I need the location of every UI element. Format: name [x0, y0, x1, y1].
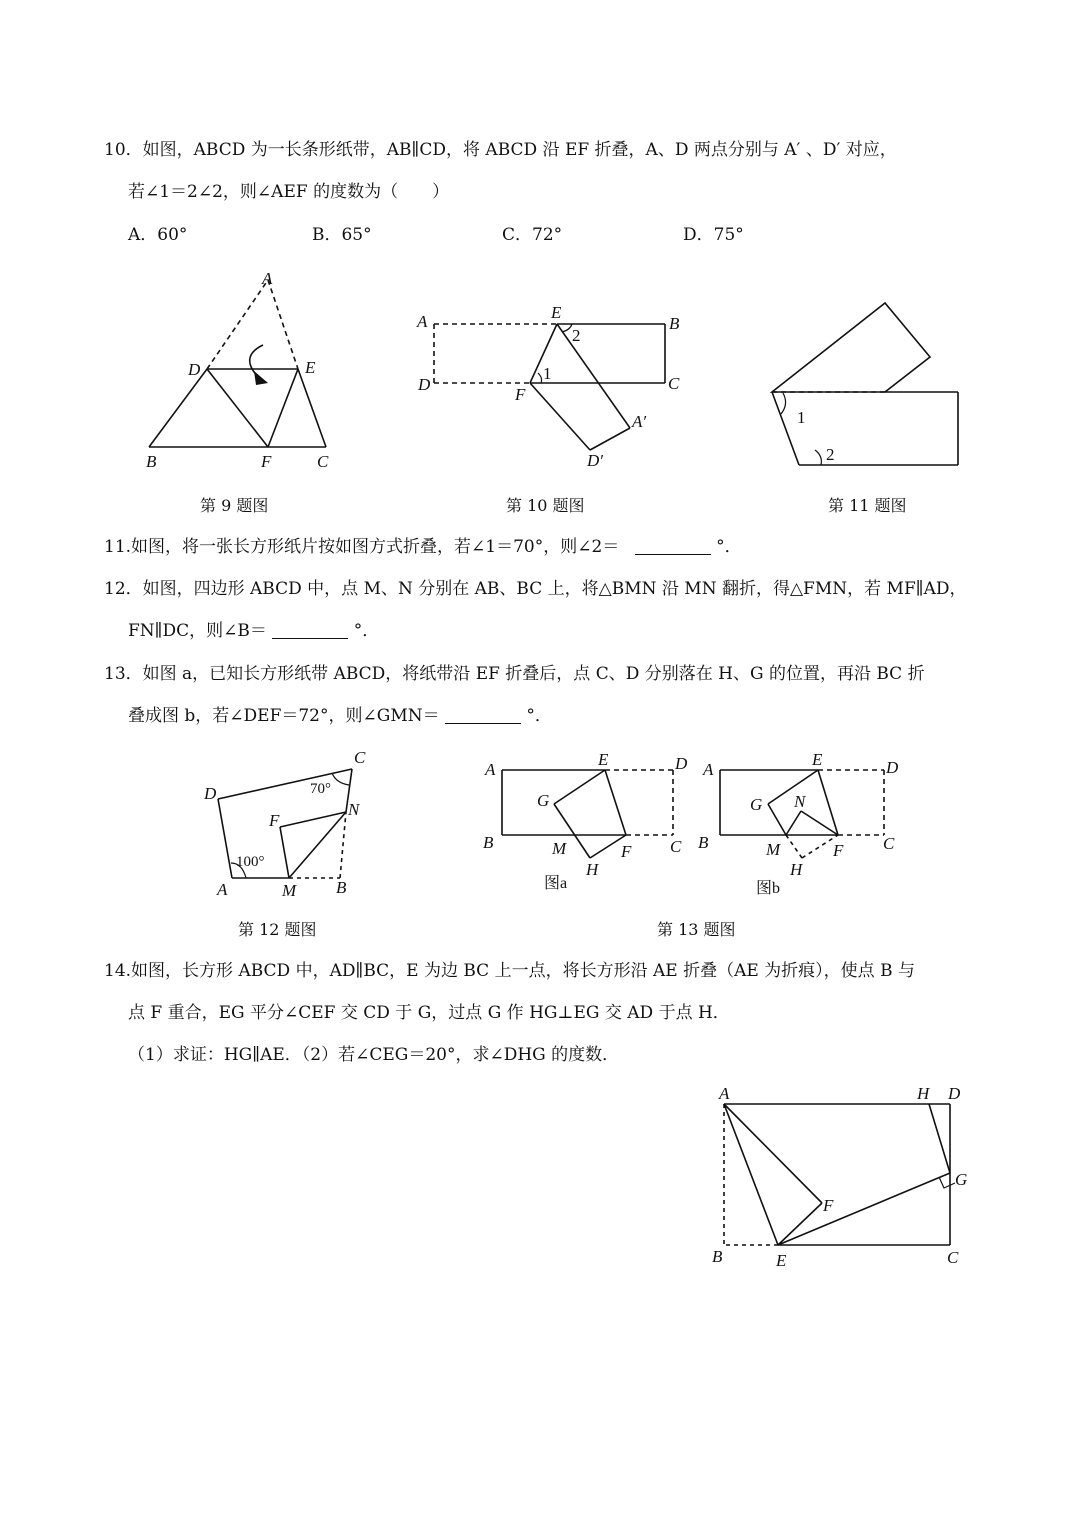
q11-answer-blank[interactable] — [635, 536, 711, 555]
figure-9 — [140, 265, 340, 475]
q10-line2: 若∠1＝2∠2，则∠AEF 的度数为（ ） — [128, 182, 450, 202]
fig12-label-n: N — [348, 800, 360, 819]
fig13a-label-c: C — [670, 837, 682, 856]
fig10-label-a: A — [417, 312, 428, 331]
fig14-label-h: H — [917, 1084, 930, 1103]
fig11-angle-2: 2 — [826, 445, 835, 464]
fig14-label-a: A — [719, 1084, 730, 1103]
fig14-label-f: F — [823, 1196, 834, 1215]
fig13a-label-b: B — [483, 833, 494, 852]
q13-line2-tail: °． — [526, 706, 552, 726]
q12-line1: 12．如图，四边形 ABCD 中，点 M、N 分别在 AB、BC 上，将△BMN 沿 MN 翻折，得△FMN，若 MF∥AD， — [104, 579, 967, 599]
fig13b-label-c: C — [883, 834, 895, 853]
q12-line2-text: FN∥DC，则∠B＝ — [128, 621, 267, 641]
figure-11 — [765, 298, 965, 473]
fig10-label-d-prime: D′ — [587, 451, 603, 470]
fig10-label-a-prime: A′ — [632, 412, 647, 431]
fig9-label-f: F — [261, 452, 272, 471]
fig10-label-b: B — [669, 314, 680, 333]
fig9-label-c: C — [317, 452, 329, 471]
fig13-caption: 第 13 题图 — [657, 920, 736, 939]
fig13b-label-g: G — [750, 795, 763, 814]
q13-line1: 13．如图 a，已知长方形纸带 ABCD，将纸带沿 EF 折叠后，点 C、D 分别落在 H、G 的位置，再沿 BC 折 — [104, 664, 925, 684]
fig13b-label-m: M — [766, 840, 781, 859]
fig13a-label-f: F — [621, 842, 632, 861]
fig13b-label-e: E — [812, 750, 823, 769]
fig12-label-d: D — [204, 784, 217, 803]
fig12-label-m: M — [282, 881, 297, 900]
fig9-caption: 第 9 题图 — [200, 496, 269, 515]
q10-option-d: D．75° — [683, 225, 744, 245]
fig13a-label-g: G — [537, 791, 550, 810]
q14-line3: （1）求证：HG∥AE．（2）若∠CEG＝20°，求∠DHG 的度数． — [128, 1045, 620, 1065]
fig12-label-b: B — [336, 878, 347, 897]
figure-13a — [480, 745, 700, 895]
fig13a-label-d: D — [675, 754, 688, 773]
fig10-label-c: C — [668, 374, 680, 393]
fig10-label-d: D — [418, 375, 431, 394]
q10-option-c: C．72° — [502, 225, 563, 245]
q10-option-b: B．65° — [312, 225, 372, 245]
fig14-label-d: D — [948, 1084, 961, 1103]
fig9-label-b: B — [146, 452, 157, 471]
q11-tail: °． — [716, 537, 742, 557]
figure-14 — [700, 1075, 980, 1275]
fig13b-label-b: B — [698, 833, 709, 852]
q12-line2-tail: °． — [353, 621, 380, 641]
fig13a-label-e: E — [598, 750, 609, 769]
fig13a-name: 图a — [544, 875, 568, 892]
fig13b-label-n: N — [794, 792, 806, 811]
fig14-label-e: E — [776, 1251, 787, 1270]
q11-text: 11.如图，将一张长方形纸片按如图方式折叠，若∠1＝70°，则∠2＝ — [104, 537, 620, 557]
fig13a-label-m: M — [552, 839, 567, 858]
fig13a-label-a: A — [485, 760, 496, 779]
fig14-label-b: B — [712, 1247, 723, 1266]
fig14-label-c: C — [947, 1248, 959, 1267]
q10-option-a: A．60° — [128, 225, 188, 245]
q12-line2 — [128, 619, 379, 643]
fig12-caption: 第 12 题图 — [238, 920, 317, 939]
q14-line2: 点 F 重合，EG 平分∠CEF 交 CD 于 G，过点 G 作 HG⊥EG 交 AD 于点 H． — [128, 1003, 730, 1023]
fig10-label-f: F — [515, 385, 526, 404]
fig9-label-e: E — [305, 358, 316, 377]
q10-line1: 10．如图，ABCD 为一长条形纸带，AB∥CD，将 ABCD 沿 EF 折叠，A、D 两点分别与 A′ 、D′ 对应， — [104, 140, 897, 160]
fig13b-label-f: F — [833, 841, 844, 860]
fig10-caption: 第 10 题图 — [506, 496, 585, 515]
fig12-angle-70: 70° — [310, 781, 331, 797]
fig13b-label-a: A — [703, 760, 714, 779]
fig11-angle-1: 1 — [797, 408, 806, 427]
figure-10 — [412, 300, 692, 470]
q12-answer-blank[interactable] — [272, 620, 348, 639]
fig13b-label-h: H — [790, 860, 803, 879]
fig12-label-a: A — [217, 880, 228, 899]
q13-line2-text: 叠成图 b，若∠DEF＝72°，则∠GMN＝ — [128, 706, 440, 726]
q13-line2 — [128, 704, 552, 728]
fig14-label-g: G — [955, 1170, 968, 1189]
fig10-label-e: E — [551, 303, 562, 322]
fig13b-label-d: D — [886, 758, 899, 777]
q13-answer-blank[interactable] — [445, 705, 521, 724]
fig10-angle-1: 1 — [543, 364, 552, 383]
q14-line1: 14.如图，长方形 ABCD 中，AD∥BC，E 为边 BC 上一点，将长方形沿 AE 折叠（AE 为折痕），使点 B 与 — [104, 961, 915, 981]
figure-12 — [200, 745, 380, 905]
fig10-angle-2: 2 — [572, 326, 581, 345]
q11-line — [104, 535, 742, 559]
fig12-angle-100: 100° — [236, 854, 265, 870]
fig9-label-d: D — [188, 360, 201, 379]
fig13a-label-h: H — [586, 860, 599, 879]
figure-13b — [698, 745, 918, 895]
fig13b-name: 图b — [756, 880, 781, 897]
fig11-caption: 第 11 题图 — [828, 496, 907, 515]
fig12-label-f: F — [269, 811, 280, 830]
fig12-label-c: C — [354, 748, 366, 767]
fig9-label-a: A — [262, 269, 273, 288]
